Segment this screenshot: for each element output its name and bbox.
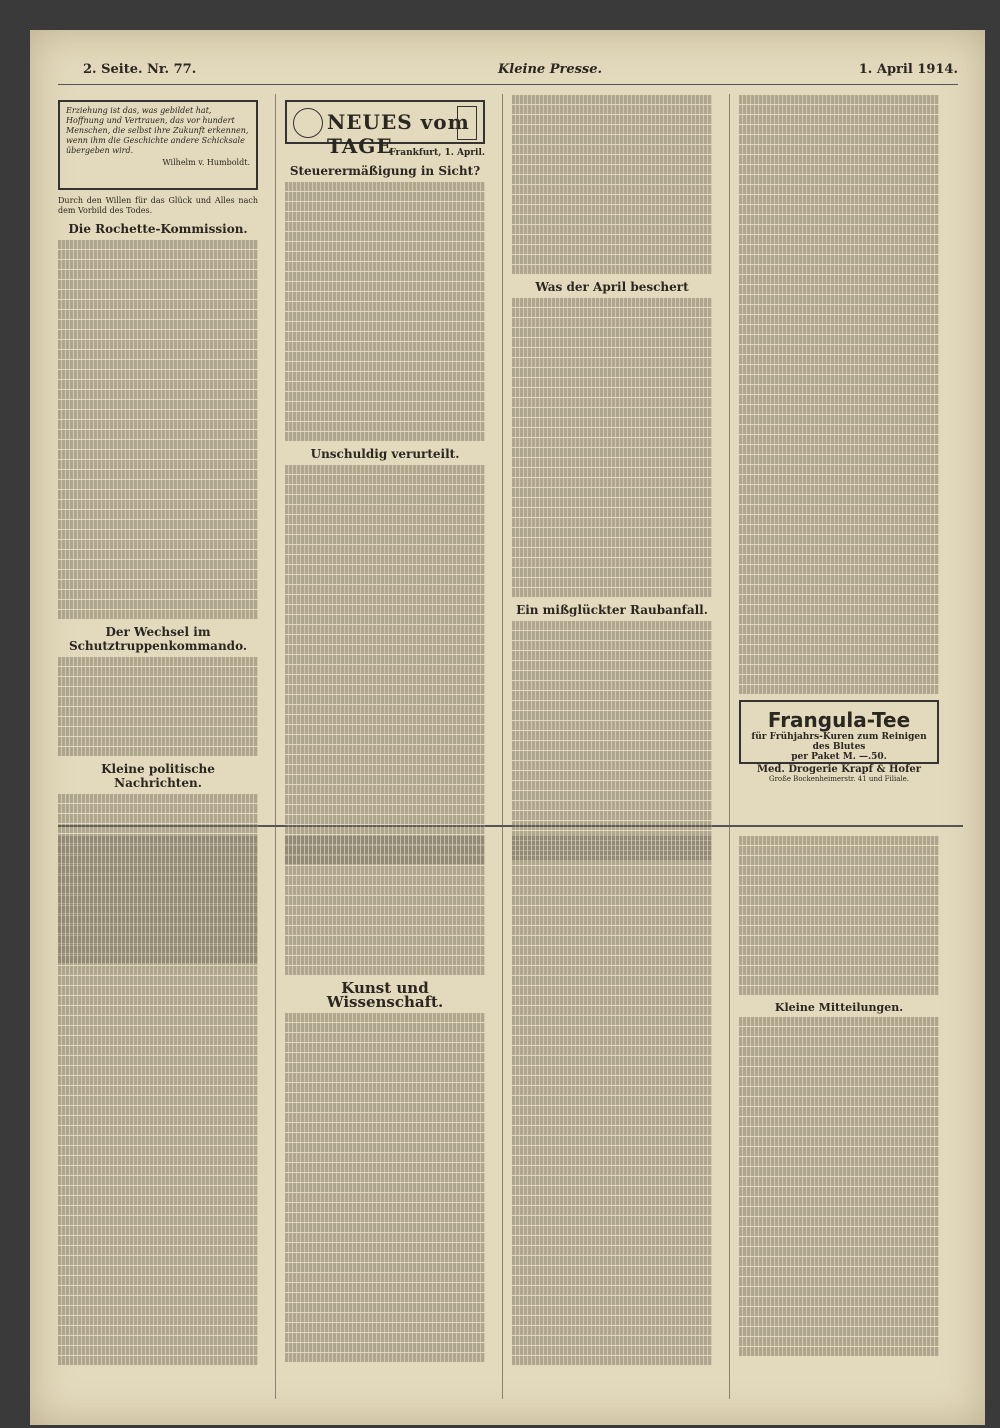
quote-box [58,100,258,190]
article-heading: Ein mißglückter Raubanfall. [516,603,708,617]
article-heading: Unschuldig verurteilt. [310,447,460,461]
article-body [285,465,485,864]
quote-signature: Wilhelm v. Humboldt. [162,158,250,167]
newspaper-page [30,30,985,1425]
section-heading: Kunst und Wissenschaft. [326,979,444,1011]
ad-title: Frangula-Tee [767,708,911,732]
page-number: 2. Seite. Nr. 77. [83,62,197,77]
frangula-tee-advertisement [739,700,939,764]
column-1 [58,94,258,964]
ad-address: Große Bockenheimerstr. 41 und Filiale. [768,775,910,783]
ad-shop-name: Med. Drogerie Krapf & Hofer [756,764,922,775]
paper-title: Kleine Presse. [498,62,603,77]
lower-column-1 [58,835,258,1366]
column-3 [512,94,712,861]
ad-price: per Paket M. —.50. [791,752,887,762]
article-body [512,298,712,597]
issue-date: 1. April 1914. [858,62,958,77]
lower-column-2 [285,835,485,1363]
article-body [512,621,712,860]
ad-footer [739,764,939,783]
column-4 [739,94,939,783]
column-2 [285,94,485,865]
column-rule [275,94,276,1399]
intro-text: Durch den Willen für das Glück und Alles nach dem Vorbild des Todes. [58,196,258,215]
article-heading: Steuerermäßigung in Sicht? [289,164,481,178]
ad-subtitle: für Frühjahrs-Kuren zum Reinigen des Blutes [751,732,927,752]
quote-text: Erziehung ist das, was gebildet hat, Hoffnung und Vertrauen, das vor hundert Menschen, die selbst ihre Zukunft erkennen, wenn ihm die Geschichte andere Schicksale übergeben wird. [66,106,249,155]
lower-column-3 [512,835,712,1366]
article-body [285,182,485,441]
page-header [58,58,958,85]
column-rule [729,94,730,1399]
article-body [58,657,258,756]
tower-emblem-icon [457,106,477,140]
eagle-emblem-icon [293,108,323,138]
dateline: Frankfurt, 1. April. [389,148,485,158]
article-heading: Was der April beschert [535,280,689,294]
article-body [512,95,712,274]
article-body [739,95,939,694]
lower-column-4 [739,835,939,1357]
article-heading: Der Wechsel im Schutztruppenkommando. [68,625,248,653]
article-heading: Kleine politische Nachrichten. [101,762,215,790]
column-rule [502,94,503,1399]
masthead-title: NEUES vom TAGE [327,110,470,158]
article-body [58,240,258,619]
article-heading: Die Rochette-Kommission. [68,222,248,236]
section-heading: Kleine Mitteilungen. [774,1001,904,1014]
